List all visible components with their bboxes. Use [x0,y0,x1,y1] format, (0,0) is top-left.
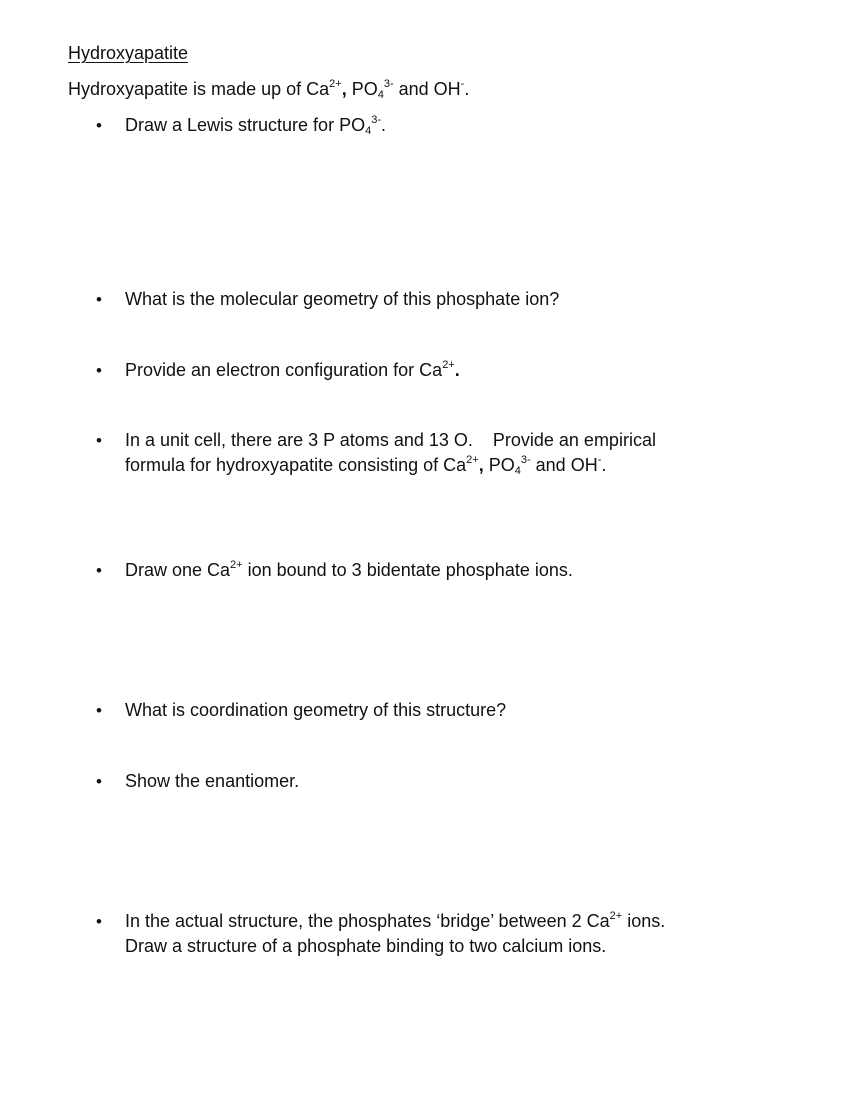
hydroxide-charge: - [460,78,465,90]
question-enantiomer: Show the enantiomer. [125,771,300,791]
bullet-icon: • [96,116,102,135]
intro-text: Hydroxyapatite is made up of Ca [68,79,330,99]
question-text: Provide an electron configuration for Ca [125,360,443,380]
bullet-icon: • [96,561,102,580]
question-hydroxide: and OH [530,455,598,475]
intro-sentence [68,79,469,100]
bullet-icon: • [96,701,102,720]
question-period: . [601,455,607,475]
question-text-end: ion bound to 3 bidentate phosphate ions. [242,560,573,580]
phosphate-subscript: 4 [377,89,384,101]
calcium-charge: 2+ [329,78,342,90]
question-molecular-geometry: What is the molecular geometry of this phosphate ion? [125,289,560,309]
intro-hydroxide: and OH [393,79,461,99]
question-text: formula for hydroxyapatite consisting of Ca [125,455,467,475]
question-comma: , [478,455,484,475]
intro-phosphate: PO [346,79,378,99]
document-title: Hydroxyapatite [68,43,189,63]
question-text: Draw a Lewis structure for PO [125,115,366,135]
bullet-icon: • [96,772,102,791]
bullet-icon: • [96,912,102,931]
phosphate-charge: 3- [371,114,381,126]
question-bridging-phosphate-line1 [125,909,665,934]
question-bidentate-phosphate [125,558,573,583]
question-text-end: ions. [622,911,666,931]
bullet-icon: • [96,290,102,309]
bullet-icon: • [96,431,102,450]
question-period: . [380,115,386,135]
intro-period: . [464,79,470,99]
phosphate-subscript: 4 [365,125,372,137]
phosphate-subscript: 4 [514,465,521,477]
question-coordination-geometry: What is coordination geometry of this structure? [125,700,507,720]
intro-comma: , [341,79,347,99]
question-lewis-structure [125,113,386,138]
question-empirical-formula-line2 [125,453,606,478]
question-phosphate: PO [483,455,515,475]
phosphate-charge: 3- [520,454,531,466]
calcium-charge: 2+ [466,454,479,466]
bullet-icon: • [96,361,102,380]
question-bridging-phosphate-line2: Draw a structure of a phosphate binding to two calcium ions. [125,936,607,956]
hydroxide-charge: - [597,454,602,466]
phosphate-charge: 3- [383,78,394,90]
calcium-charge: 2+ [442,359,455,371]
question-empirical-formula-line1: In a unit cell, there are 3 P atoms and 13 O. Provide an empirical [125,430,656,450]
calcium-charge: 2+ [230,559,243,571]
calcium-charge: 2+ [609,910,623,922]
question-period: . [454,360,460,380]
question-electron-configuration [125,358,460,383]
question-text: Draw one Ca [125,560,231,580]
question-text: In the actual structure, the phosphates ‘bridge’ between 2 Ca [125,911,610,931]
